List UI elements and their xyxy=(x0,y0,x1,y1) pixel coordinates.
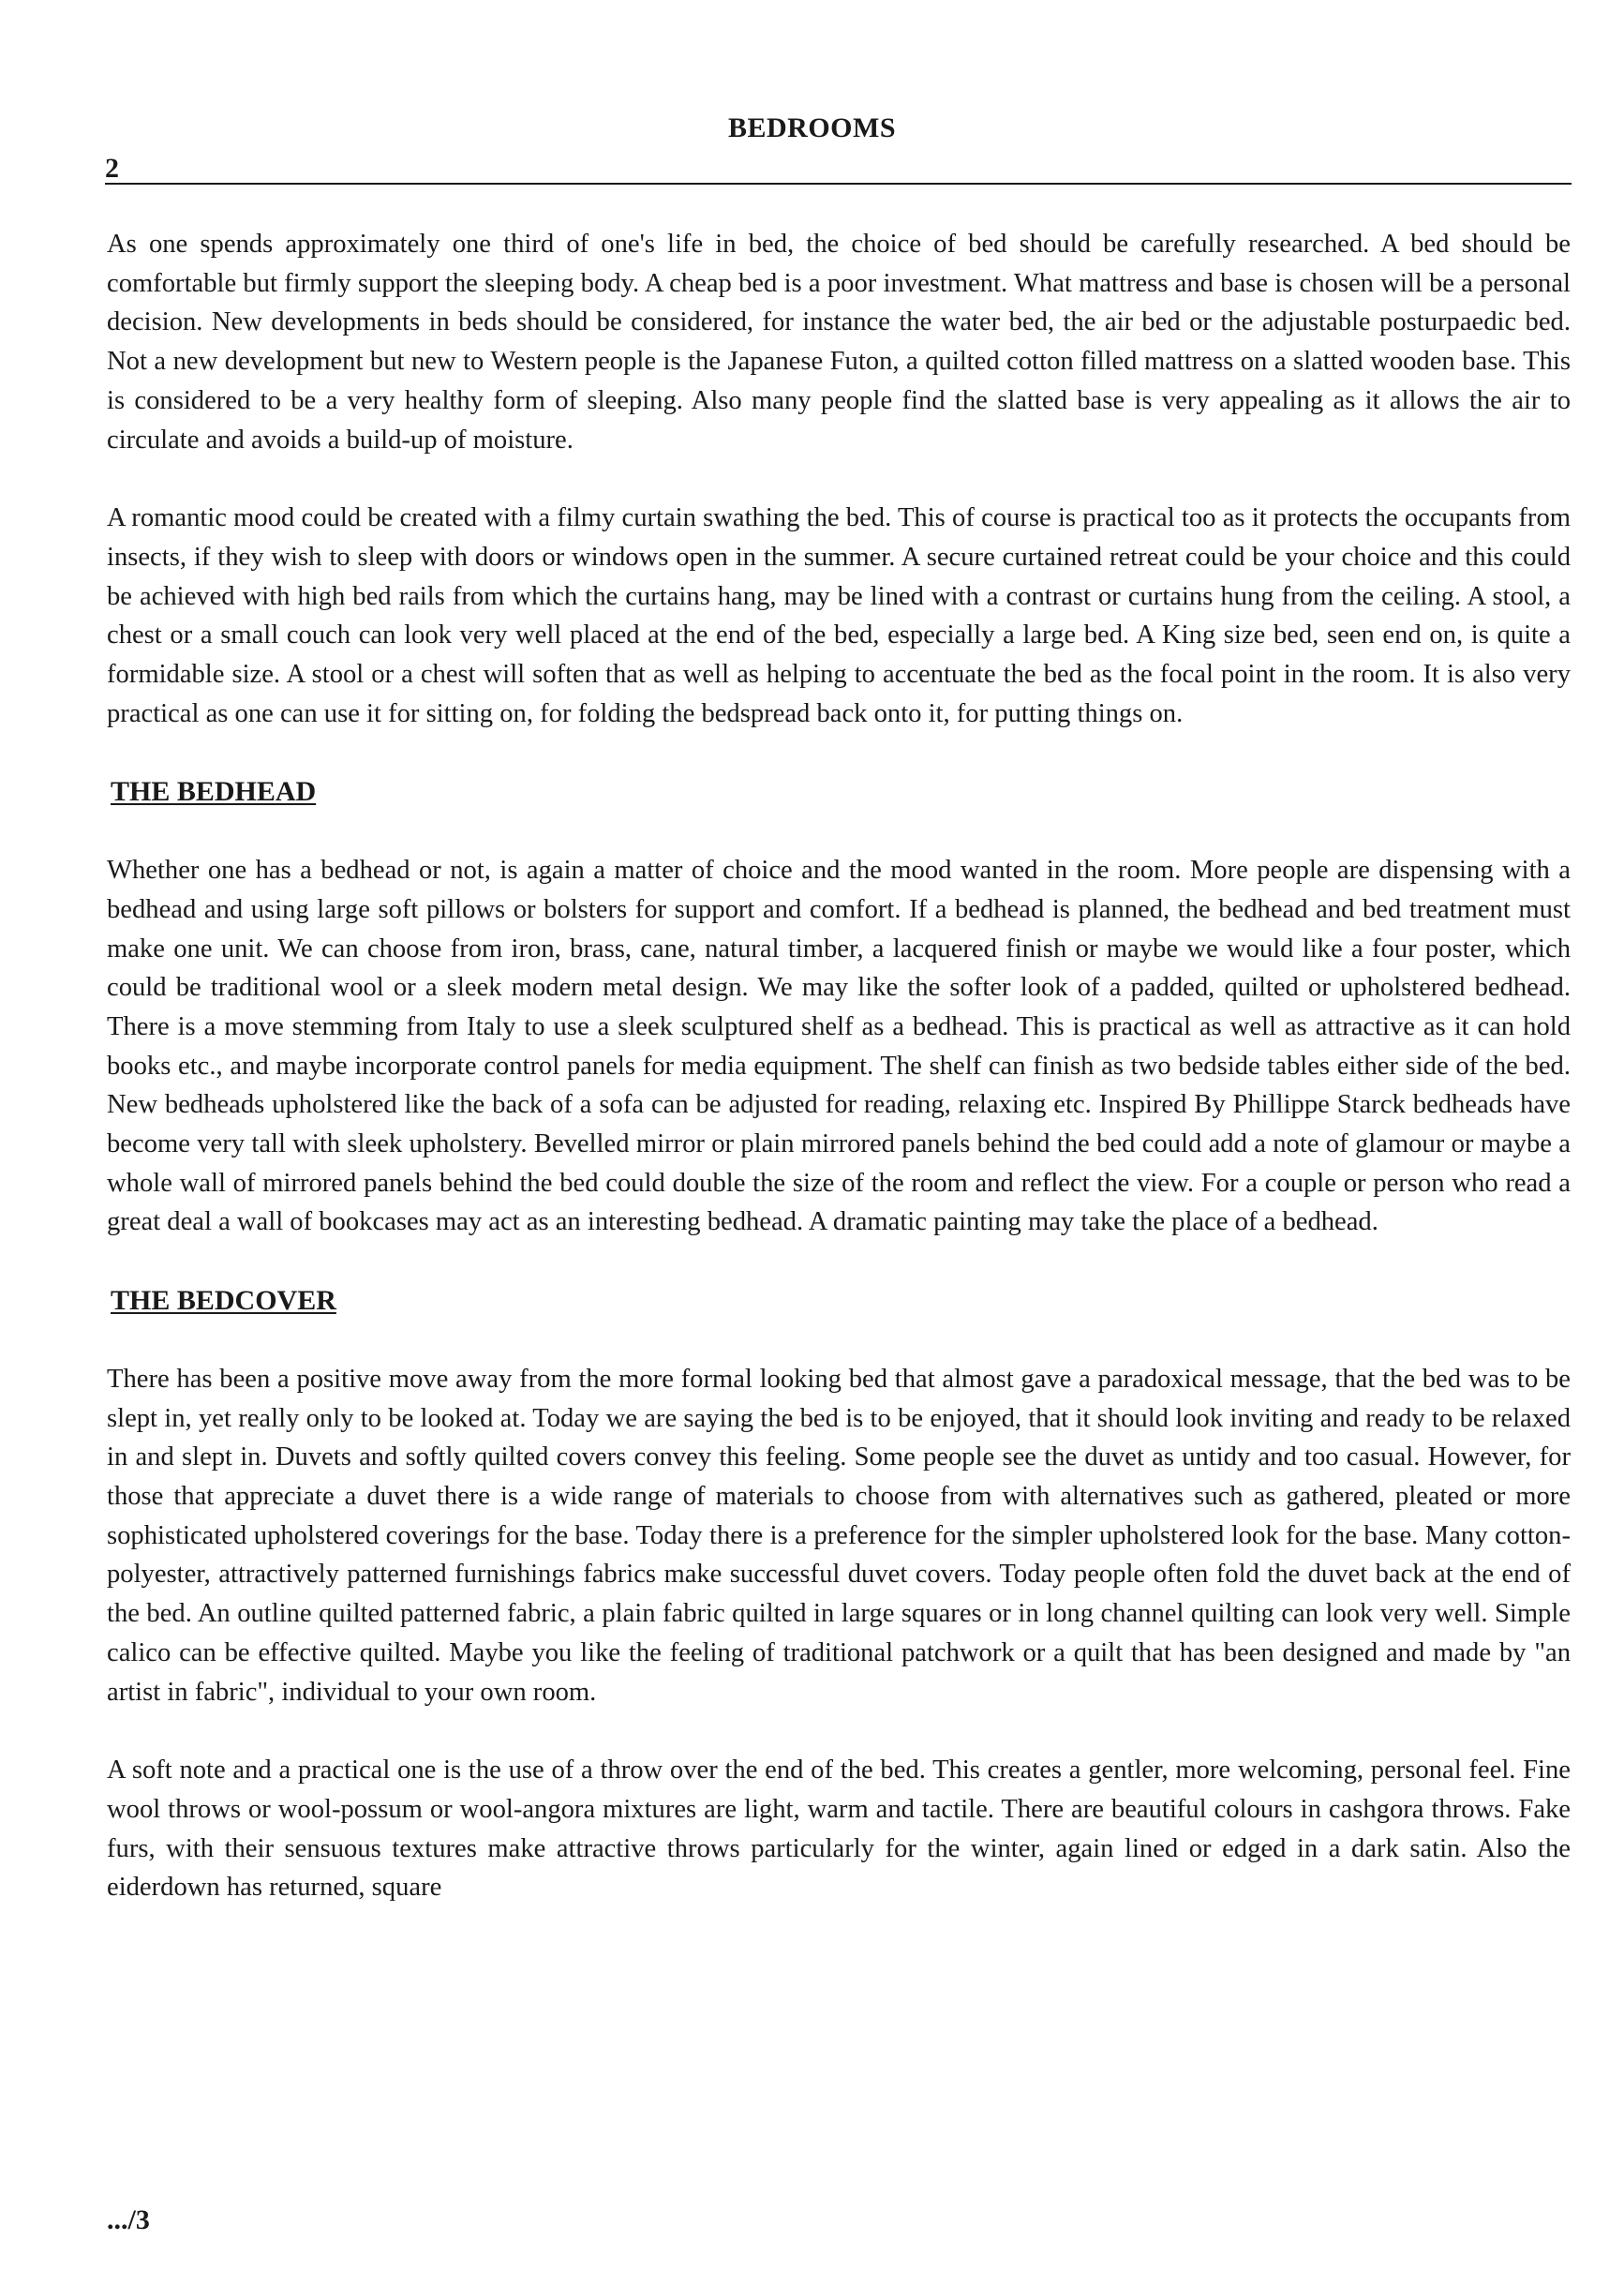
paragraph: There has been a positive move away from the more formal looking bed that almost gave a paradoxical message, that the bed was to be slept in, yet really only to be looked at. Today we are saying the bed is to be enjoyed, that it should look inviting and ready to be relaxed in and slept in. Duvets and softly quilted covers convey this feeling. Some people see the duvet as untidy and too casual. However, for those that appreciate a duvet there is a wide range of materials to choose from with alternatives such as gathered, pleated or more sophisticated upholstered coverings for the base. Today there is a preference for the simpler upholstered look for the base. Many cotton-polyester, attractively patterned furnishings fabrics make successful duvet covers. Today people often fold the duvet back at the end of the bed. An outline quilted patterned fabric, a plain fabric quilted in large squares or in long channel quilting can look very well. Simple calico can be effective quilted. Maybe you like the feeling of traditional patchwork or a quilt that has been designed and made by "an artist in fabric", individual to your own room. xyxy=(107,1364,1571,1707)
paragraph: A soft note and a practical one is the use of a throw over the end of the bed. This creates a gentler, more welcoming, personal feel. Fine wool throws or wool-possum or wool-angora mixtures are light, warm and tactile. There are beautiful colours in cashgora throws. Fake furs, with their sensuous textures make attractive throws particularly for the winter, again lined or edged in a dark satin. Also the eiderdown has returned, square xyxy=(107,1756,1571,1903)
paragraph: A romantic mood could be created with a filmy curtain swathing the bed. This of course is practical too as it protects the occupants from insects, if they wish to sleep with doors or windows open in the summer. A secure curtained retreat could be your choice and this could be achieved with high bed rails from which the curtains hang, may be lined with a contrast or curtains hung from the ceiling. A stool, a chest or a small couch can look very well placed at the end of the bed, especially a large bed. A King size bed, seen end on, is quite a formidable size. A stool or a chest will soften that as well as helping to accentuate the bed as the focal point in the room. It is also very practical as one can use it for sitting on, for folding the bedspread back onto it, for putting things on. xyxy=(107,503,1571,728)
page-number: 2 xyxy=(105,153,119,184)
body-text xyxy=(107,225,1571,1947)
continuation-marker: .../3 xyxy=(107,2204,150,2235)
header-rule xyxy=(105,183,1572,185)
section-heading-bedhead: THE BEDHEAD xyxy=(111,776,317,808)
running-title: BEDROOMS xyxy=(727,112,897,143)
paragraph: Whether one has a bedhead or not, is again a matter of choice and the mood wanted in the room. More people are dispensing with a bedhead and using large soft pillows or bolsters for support and comfort. If a bedhead is planned, the bedhead and bed treatment must make one unit. We can choose from iron, brass, cane, natural timber, a lacquered finish or maybe we would like a four poster, which could be traditional wool or a sleek modern metal design. We may like the softer look of a padded, quilted or upholstered bedhead. There is a move stemming from Italy to use a sleek sculptured shelf as a bedhead. This is practical as well as attractive as it can hold books etc., and maybe incorporate control panels for media equipment. The shelf can finish as two bedside tables either side of the bed. New bedheads upholstered like the back of a sofa can be adjusted for reading, relaxing etc. Inspired By Phillippe Starck bedheads have become very tall with sleek upholstery. Bevelled mirror or plain mirrored panels behind the bed could add a note of glamour or maybe a whole wall of mirrored panels behind the bed could double the size of the room and reflect the view. For a couple or person who read a great deal a wall of bookcases may act as an interesting bedhead. A dramatic painting may take the place of a bedhead. xyxy=(107,856,1571,1237)
paragraph: As one spends approximately one third of one's life in bed, the choice of bed should be carefully researched. A bed should be comfortable but firmly support the sleeping body. A cheap bed is a poor investment. What mattress and base is chosen will be a personal decision. New developments in beds should be considered, for instance the water bed, the air bed or the adjustable posturpaedic bed. Not a new development but new to Western people is the Japanese Futon, a quilted cotton filled mattress on a slatted wooden base. This is considered to be a very healthy form of sleeping. Also many people find the slatted base is very appealing as it allows the air to circulate and avoids a build-up of moisture. xyxy=(107,230,1571,455)
section-heading-bedcover: THE BEDCOVER xyxy=(111,1285,336,1317)
